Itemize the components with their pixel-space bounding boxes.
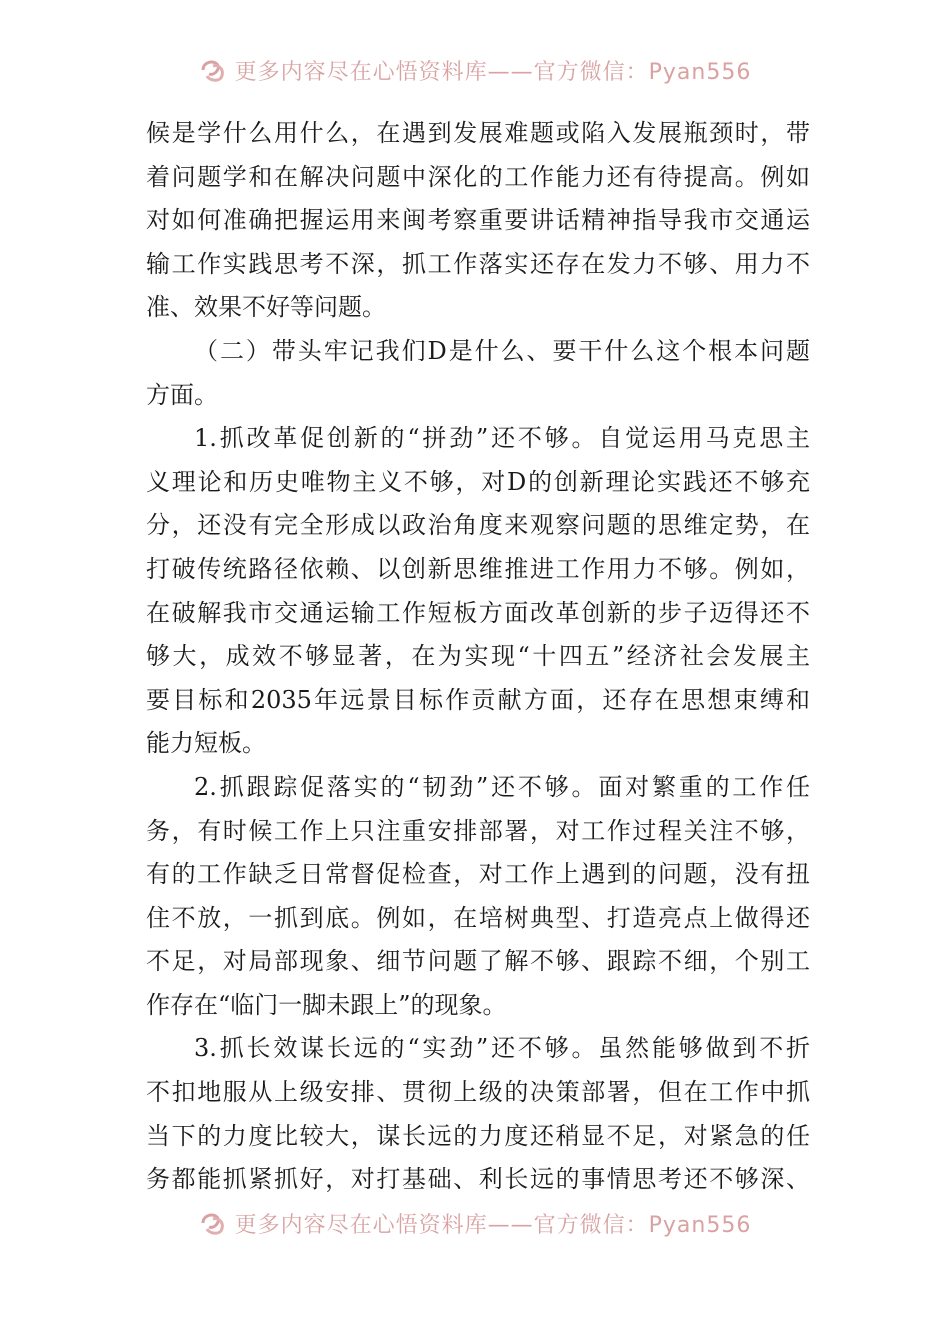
footer-watermark bbox=[0, 1203, 950, 1243]
text-line: 在破解我市交通运输工作短板方面改革创新的步子迈得还不 bbox=[146, 598, 810, 627]
text-line: 对如何准确把握运用来闽考察重要讲话精神指导我市交通运 bbox=[146, 206, 810, 235]
text-line: 着问题学和在解决问题中深化的工作能力还有待提高。例如 bbox=[146, 162, 810, 191]
text-line: 输工作实践思考不深，抓工作落实还存在发力不够、用力不 bbox=[146, 249, 810, 278]
logo-icon bbox=[199, 1209, 227, 1237]
header-watermark bbox=[0, 50, 950, 90]
text-line: 2.抓跟踪促落实的“韧劲”还不够。面对繁重的工作任 bbox=[194, 772, 810, 801]
text-line: 方面。 bbox=[146, 380, 218, 409]
logo-icon bbox=[199, 56, 227, 84]
text-line: 1.抓改革促创新的“拼劲”还不够。自觉运用马克思主 bbox=[194, 424, 810, 453]
text-line: （二）带头牢记我们D是什么、要干什么这个根本问题 bbox=[194, 336, 810, 365]
text-line: 候是学什么用什么，在遇到发展难题或陷入发展瓶颈时，带 bbox=[146, 119, 810, 147]
text-line: 有的工作缺乏日常督促检查，对工作上遇到的问题，没有扭 bbox=[146, 860, 810, 889]
text-line: 不足，对局部现象、细节问题了解不够、跟踪不细，个别工 bbox=[146, 947, 810, 976]
header-watermark-text: 更多内容尽在心悟资料库——官方微信：Pyan556 bbox=[234, 59, 752, 85]
text-line: 要目标和2035年远景目标作贡献方面，还存在思想束缚和 bbox=[146, 685, 810, 714]
text-line: 分，还没有完全形成以政治角度来观察问题的思维定势，在 bbox=[146, 511, 810, 540]
text-line: 不扣地服从上级安排、贯彻上级的决策部署，但在工作中抓 bbox=[146, 1078, 810, 1107]
text-line: 当下的力度比较大，谋长远的力度还稍显不足，对紧急的任 bbox=[146, 1121, 810, 1150]
text-line: 准、效果不好等问题。 bbox=[146, 293, 386, 322]
text-line: 打破传统路径依赖、以创新思维推进工作用力不够。例如， bbox=[146, 554, 810, 583]
text-line: 务，有时候工作上只注重安排部署，对工作过程关注不够， bbox=[146, 816, 810, 845]
text-line: 务都能抓紧抓好，对打基础、利长远的事情思考还不够深、 bbox=[146, 1165, 810, 1194]
text-line: 能力短板。 bbox=[146, 729, 266, 758]
document-body bbox=[146, 112, 810, 1202]
text-line: 3.抓长效谋长远的“实劲”还不够。虽然能够做到不折 bbox=[194, 1034, 810, 1063]
text-line: 住不放，一抓到底。例如，在培树典型、打造亮点上做得还 bbox=[146, 903, 810, 932]
text-line: 作存在“临门一脚未跟上”的现象。 bbox=[146, 990, 507, 1019]
text-line: 够大，成效不够显著，在为实现“十四五”经济社会发展主 bbox=[146, 642, 810, 671]
footer-watermark-text: 更多内容尽在心悟资料库——官方微信：Pyan556 bbox=[234, 1212, 752, 1238]
text-line: 义理论和历史唯物主义不够，对D的创新理论实践还不够充 bbox=[146, 467, 810, 496]
